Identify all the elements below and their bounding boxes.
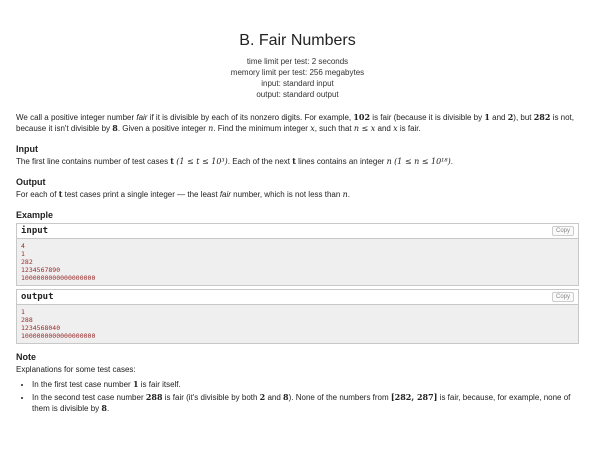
copy-input-button[interactable]: Copy <box>552 226 574 236</box>
math-number: 8 <box>112 123 118 133</box>
time-limit: time limit per test: 2 seconds <box>246 57 349 66</box>
input-text: . <box>450 157 453 166</box>
note-section <box>16 352 579 414</box>
math-number: 8 <box>283 392 289 402</box>
math-number: 2 <box>259 392 266 402</box>
input-label: input <box>21 226 49 236</box>
memory-limit: memory limit per test: 256 megabytes <box>230 68 365 77</box>
copy-output-button[interactable]: Copy <box>552 292 574 302</box>
example-input-text[interactable]: 4 1 282 1234567890 1000000000000000000 <box>17 239 578 285</box>
input-text: . Each of the next <box>227 157 293 166</box>
math-var: n <box>208 124 214 133</box>
statement-text: if it is divisible by each of its nonzero digits. For example, <box>147 113 354 122</box>
math-number: 2 <box>507 112 514 122</box>
math-number: 288 <box>145 392 163 402</box>
statement-text: We call a positive integer number <box>16 113 137 122</box>
problem-statement <box>16 112 579 134</box>
example-output-text[interactable]: 1 288 1234568040 1000000000000000000 <box>17 305 578 343</box>
output-section <box>16 177 579 200</box>
math-var: x <box>393 124 398 133</box>
statement-text: is fair. <box>397 124 421 133</box>
problem-header <box>0 0 595 100</box>
note-text: . <box>106 404 110 413</box>
input-section <box>16 144 579 167</box>
statement-text: . Given a positive integer <box>117 124 209 133</box>
note-text: In the second test case number <box>32 393 146 402</box>
math-number: 1 <box>132 379 139 389</box>
input-text: lines contains an integer <box>295 157 387 166</box>
example-output-header <box>17 290 578 305</box>
example-output-box <box>16 289 579 344</box>
note-text: In the first test case number <box>32 380 133 389</box>
math-var: t <box>292 156 296 166</box>
example-heading: Example <box>16 210 54 220</box>
note-text: is fair, because, for example, none of them is divisible by <box>32 393 571 413</box>
note-list <box>16 379 579 414</box>
problem-title: B. Fair Numbers <box>239 32 356 49</box>
example-section <box>16 210 579 344</box>
note-intro: Explanations for some test cases: <box>16 365 136 374</box>
math-constraint: (1 ≤ t ≤ 10³) <box>176 157 228 166</box>
statement-text: ), but <box>513 113 534 122</box>
output-description <box>16 189 579 200</box>
output-text: For each of <box>16 190 59 199</box>
statement-text: is fair (because it is divisible by <box>370 113 485 122</box>
output-label: output <box>21 292 54 302</box>
statement-text: is not, because it isn't divisible by <box>16 113 575 133</box>
statement-text: and <box>375 124 394 133</box>
output-text: test cases print a single integer — the least <box>62 190 220 199</box>
math-number: 102 <box>353 112 371 122</box>
note-text: is fair (it's divisible by both <box>162 393 260 402</box>
list-item <box>32 392 579 414</box>
math-inequality: n ≤ x <box>353 124 376 133</box>
example-input-header <box>17 224 578 239</box>
math-constraint: (1 ≤ n ≤ 10¹⁸) <box>394 157 451 166</box>
input-heading: Input <box>16 144 38 154</box>
note-heading: Note <box>16 352 36 362</box>
input-text: The first line contains number of test cases <box>16 157 171 166</box>
statement-text: and <box>489 113 508 122</box>
problem-content <box>16 112 579 416</box>
statement-fair: fair <box>136 113 148 122</box>
math-var: x <box>310 124 315 133</box>
math-var: t <box>58 189 63 199</box>
note-text: is fair itself. <box>138 380 181 389</box>
math-range: [282, 287] <box>390 392 438 402</box>
math-var: t <box>170 156 174 166</box>
input-description <box>16 156 579 167</box>
note-text: ). None of the numbers from <box>288 393 391 402</box>
list-item <box>32 379 579 390</box>
output-fair: fair <box>219 190 231 199</box>
output-text: number, which is not less than <box>230 190 343 199</box>
statement-text: . Find the minimum integer <box>213 124 311 133</box>
input-source: input: standard input <box>261 79 334 88</box>
output-heading: Output <box>16 177 46 187</box>
example-input-box <box>16 223 579 286</box>
math-number: 282 <box>533 112 551 122</box>
math-var: n <box>342 190 348 199</box>
math-var: n <box>386 157 392 166</box>
statement-text: , such that <box>314 124 354 133</box>
note-text: and <box>265 393 284 402</box>
math-number: 1 <box>484 112 490 122</box>
output-text: . <box>347 190 350 199</box>
output-source: output: standard output <box>256 90 339 99</box>
math-number: 8 <box>101 403 107 413</box>
